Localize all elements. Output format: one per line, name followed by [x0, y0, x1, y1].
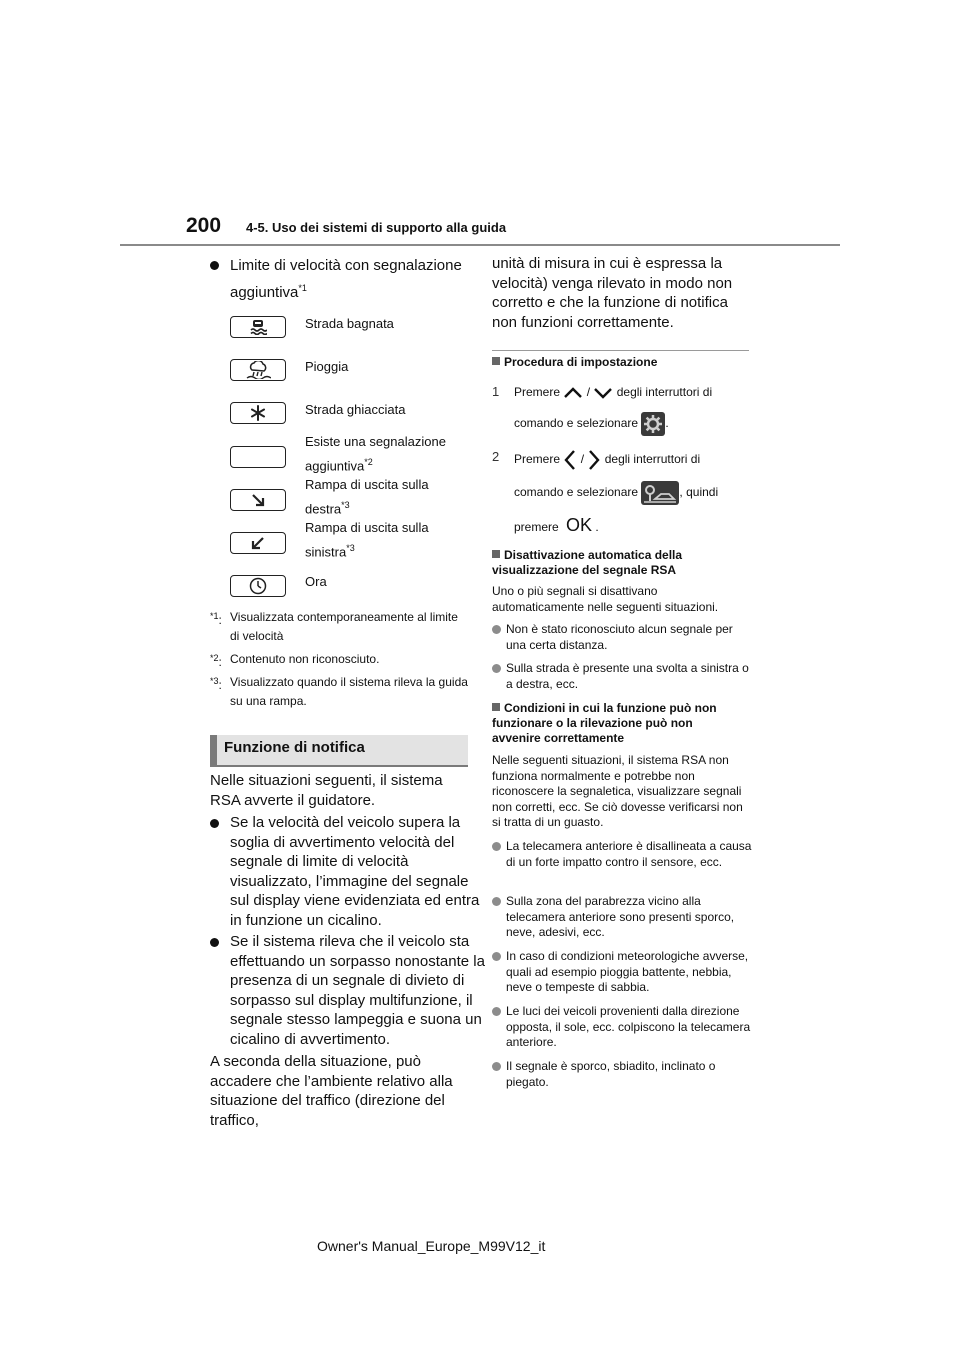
page-number: 200: [186, 214, 222, 237]
conditions-heading: Condizioni in cui la funzione può non funzionare o la rilevazione può non avvenire correttamente: [492, 701, 717, 745]
clock-icon: [249, 577, 267, 595]
sign-label-time: Ora: [305, 574, 327, 589]
ok-button-label: OK: [566, 515, 593, 535]
continuation-text: unità di misura in cui è espressa la velocità) venga rilevato in modo non corretto e che la funzione di notifica non funzioni correttamente.: [492, 255, 733, 331]
bullet-dot: [210, 938, 219, 947]
exit-right-sign: [230, 489, 286, 511]
condition-item: Le luci dei veicoli provenienti dalla direzione opposta, il sole, ecc. colpiscono la telecamera anteriore.: [492, 1004, 754, 1051]
additional-sign: [230, 446, 286, 468]
conditions-text: Nelle seguenti situazioni, il sistema RSA non funziona normalmente e potrebbe non riconoscere la segnaletica, visualizzare segnali non corretti, ecc. Se ciò dovesse verificarsi non si tratta di un guasto.: [492, 753, 743, 829]
bullet-dot: [492, 897, 501, 906]
bullet-text: Limite di velocità con segnalazione aggiuntiva: [230, 257, 462, 301]
step-2: 2 Premere / degli interruttori di comando e selezionare , quindi premere OK .: [492, 449, 719, 535]
square-bullet: [492, 703, 500, 711]
section-heading-underline: [210, 765, 468, 767]
wet-road-icon: [249, 319, 267, 335]
sign-label-additional: Esiste una segnalazione aggiuntiva$^{*2}$: [305, 434, 446, 474]
square-bullet: [492, 550, 500, 558]
footer-text: Owner's Manual_Europe_M99V12_it: [317, 1238, 546, 1254]
bullet-dot: [492, 1007, 501, 1016]
bullet-dot: [210, 261, 219, 270]
exit-left-sign: [230, 532, 286, 554]
wet-road-sign: [230, 316, 286, 338]
step-1: 1 Premere / degli interruttori di comando e selezionare .: [492, 384, 752, 436]
arrow-down-right-icon: [250, 492, 266, 508]
auto-off-text: Uno o più segnali si disattivano automaticamente nelle seguenti situazioni.: [492, 584, 719, 614]
sign-label-exit-right: Rampa di uscita sulla destra$^{*3}$: [305, 477, 429, 517]
footnote-2: $^{*2}$: Contenuto non riconosciuto.: [210, 652, 380, 669]
footnote-3: $^{*3}$: Visualizzato quando il sistema rileva la guida su una rampa.: [210, 675, 468, 708]
condition-item: Il segnale è sporco, sbiadito, inclinato o piegato.: [492, 1059, 754, 1090]
rain-icon: [245, 361, 271, 379]
notification-bullet-overtake: Se il sistema rileva che il veicolo sta effettuando un sorpasso nonostante la presenza di un segnale di divieto di sorpasso sul display multifunzione, il segnale stesso lampeggia e suona un cicalino di avvertimento.: [210, 932, 488, 1049]
sign-label-exit-left: Rampa di uscita sulla sinistra$^{*3}$: [305, 520, 429, 560]
bullet-speed-limit-additional: [210, 255, 490, 304]
procedure-heading: Procedura di impostazione: [492, 355, 752, 370]
icy-road-sign: [230, 402, 286, 424]
notification-intro: Nelle situazioni seguenti, il sistema RSA avverte il guidatore.: [210, 772, 443, 809]
footnote-ref: *1: [298, 283, 307, 293]
chevron-right-icon: [587, 449, 601, 471]
condition-item: In caso di condizioni meteorologiche avverse, quali ad esempio pioggia battente, nebbia, neve o tempeste di sabbia.: [492, 949, 754, 996]
square-bullet: [492, 357, 500, 365]
condition-item: La telecamera anteriore è disallineata a causa di un forte impatto contro il sensore, ecc.: [492, 839, 754, 870]
header-rule: [120, 244, 840, 246]
auto-off-heading: Disattivazione automatica della visualizzazione del segnale RSA: [492, 548, 683, 577]
auto-off-item: Sulla strada è presente una svolta a sinistra o a destra, ecc.: [492, 661, 754, 692]
subsection-rule: [492, 350, 749, 351]
sign-label-wet-road: Strada bagnata: [305, 316, 394, 331]
snowflake-icon: [250, 405, 266, 421]
rain-sign: [230, 359, 286, 381]
auto-off-item: Non è stato riconosciuto alcun segnale per una certa distanza.: [492, 622, 754, 653]
chevron-left-icon: [563, 449, 577, 471]
section-title: 4-5. Uso dei sistemi di supporto alla guida: [246, 220, 507, 235]
road-sign-assist-icon: [641, 481, 679, 505]
time-sign: [230, 575, 286, 597]
bullet-dot: [492, 664, 501, 673]
arrow-down-left-icon: [250, 535, 266, 551]
bullet-dot: [492, 625, 501, 634]
sign-label-rain: Pioggia: [305, 359, 349, 374]
footnote-1: $^{*1}$: Visualizzata contemporaneamente al limite di velocità: [210, 610, 458, 643]
chevron-down-icon: [593, 386, 613, 400]
notification-bullet-speed: Se la velocità del veicolo supera la soglia di avvertimento velocità del segnale di limite di velocità visualizzato, l’immagine del segnale sul display viene evidenziata ed entra in funzione un cicalino.: [210, 813, 488, 930]
sign-label-icy-road: Strada ghiacciata: [305, 402, 406, 417]
section-heading: Funzione di notifica: [224, 739, 365, 756]
section-heading-bar: [210, 735, 217, 765]
bullet-dot: [492, 842, 501, 851]
bullet-dot: [492, 1062, 501, 1071]
bullet-dot: [210, 819, 219, 828]
bullet-dot: [492, 952, 501, 961]
notification-closing: A seconda della situazione, può accadere che l’ambiente relativo alla situazione del traffico (direzione del traffico,: [210, 1053, 453, 1129]
settings-gear-icon: [641, 412, 665, 436]
condition-item: Sulla zona del parabrezza vicino alla telecamera anteriore sono presenti sporco, neve, adesivi, ecc.: [492, 894, 754, 941]
chevron-up-icon: [563, 386, 583, 400]
